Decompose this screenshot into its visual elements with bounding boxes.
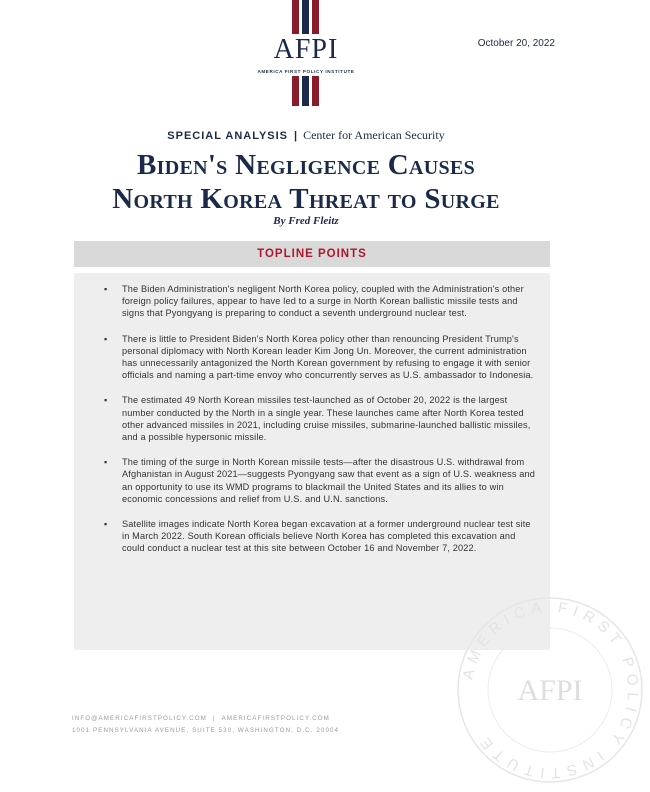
afpi-logo: AFPI bbox=[258, 34, 354, 66]
list-item bbox=[104, 394, 536, 443]
logo-stripe-navy bbox=[302, 0, 309, 36]
logo-stripe-red bbox=[292, 0, 299, 36]
point-text: The estimated 49 North Korean missiles test-launched as of October 20, 2022 is the largest number conducted by the North in a single year. These launches came after North Korea tested other advanced missiles in 2021, including cruise missiles, submarine-launched ballistic missiles, and a possible hypersonic missile. bbox=[122, 395, 531, 443]
point-text: There is little to President Biden's North Korea policy other than renouncing President Trump's personal diplomacy with North Korean leader Kim Jong Un. Moreover, the current administration has unnecessarily antagonized the North Korean government by refusing to engage it with senior officials and naming a part-time envoy who concurrently serves as U.S. ambassador to Indonesia. bbox=[122, 333, 534, 381]
topline-heading: TOPLINE POINTS bbox=[74, 241, 550, 267]
list-item bbox=[104, 333, 536, 382]
seal-ring-text: AMERICA FIRST POLICY INSTITUTE bbox=[459, 598, 642, 782]
afpi-seal-watermark bbox=[450, 590, 650, 790]
bullet-icon: ▪ bbox=[104, 395, 108, 406]
kicker bbox=[0, 128, 612, 143]
footer-email[interactable]: INFO@AMERICAFIRSTPOLICY.COM bbox=[72, 715, 207, 722]
title-line-2: North Korea Threat to Surge bbox=[112, 183, 500, 215]
bullet-icon: ▪ bbox=[104, 284, 108, 294]
byline: By Fred Fleitz bbox=[273, 215, 339, 227]
bullet-icon: ▪ bbox=[104, 457, 108, 468]
center-name: Center for American Security bbox=[303, 128, 445, 142]
title-line-1: Biden's Negligence Causes bbox=[136, 149, 476, 181]
footer bbox=[72, 713, 339, 737]
logo-stripe-red bbox=[292, 76, 299, 106]
footer-divider: | bbox=[212, 715, 216, 722]
bullet-icon: ▪ bbox=[104, 333, 108, 344]
list-item bbox=[104, 456, 536, 505]
point-text: Satellite images indicate North Korea began excavation at a former underground nuclear test site in March 2022. South Korean officials believe North Korea has completed this excavation and could conduct a nuclear test at this site between October 16 and November 7, 2022. bbox=[122, 519, 531, 554]
list-item bbox=[104, 518, 536, 555]
topline-list bbox=[74, 273, 550, 555]
seal-logo-text: AFPI bbox=[517, 674, 583, 707]
footer-address: 1001 PENNSYLVANIA AVENUE, SUITE 530, WASHINGTON, D.C. 20004 bbox=[72, 727, 340, 734]
page-title bbox=[0, 148, 612, 216]
point-text: The Biden Administration's negligent North Korea policy, coupled with the Administration's other foreign policy failures, appear to have led to a surge in North Korean ballistic missile tests and signs that Pyongyang is preparing to conduct a seventh underground nuclear test. bbox=[122, 284, 524, 319]
logo-subtitle: AMERICA FIRST POLICY INSTITUTE bbox=[252, 69, 360, 74]
document-date: October 20, 2022 bbox=[477, 38, 555, 49]
bullet-icon: ▪ bbox=[104, 519, 108, 530]
logo-stripe-red bbox=[312, 0, 319, 36]
point-text: The timing of the surge in North Korean missile tests—after the disastrous U.S. withdrawal from Afghanistan in August 2021—suggests Pyongyang saw that event as a sign of U.S. weakness and an opportunity to use its WMD programs to blackmail the United States and its allies to win economic concessions and relief from U.S. and U.N. sanctions. bbox=[122, 457, 536, 504]
special-analysis-label: SPECIAL ANALYSIS bbox=[167, 130, 289, 142]
footer-website[interactable]: AMERICAFIRSTPOLICY.COM bbox=[221, 715, 330, 722]
logo-stripe-navy bbox=[302, 76, 309, 106]
logo-stripe-red bbox=[312, 76, 319, 106]
footer-contact-line bbox=[72, 713, 339, 725]
list-item bbox=[104, 283, 536, 320]
kicker-divider: | bbox=[294, 130, 298, 142]
